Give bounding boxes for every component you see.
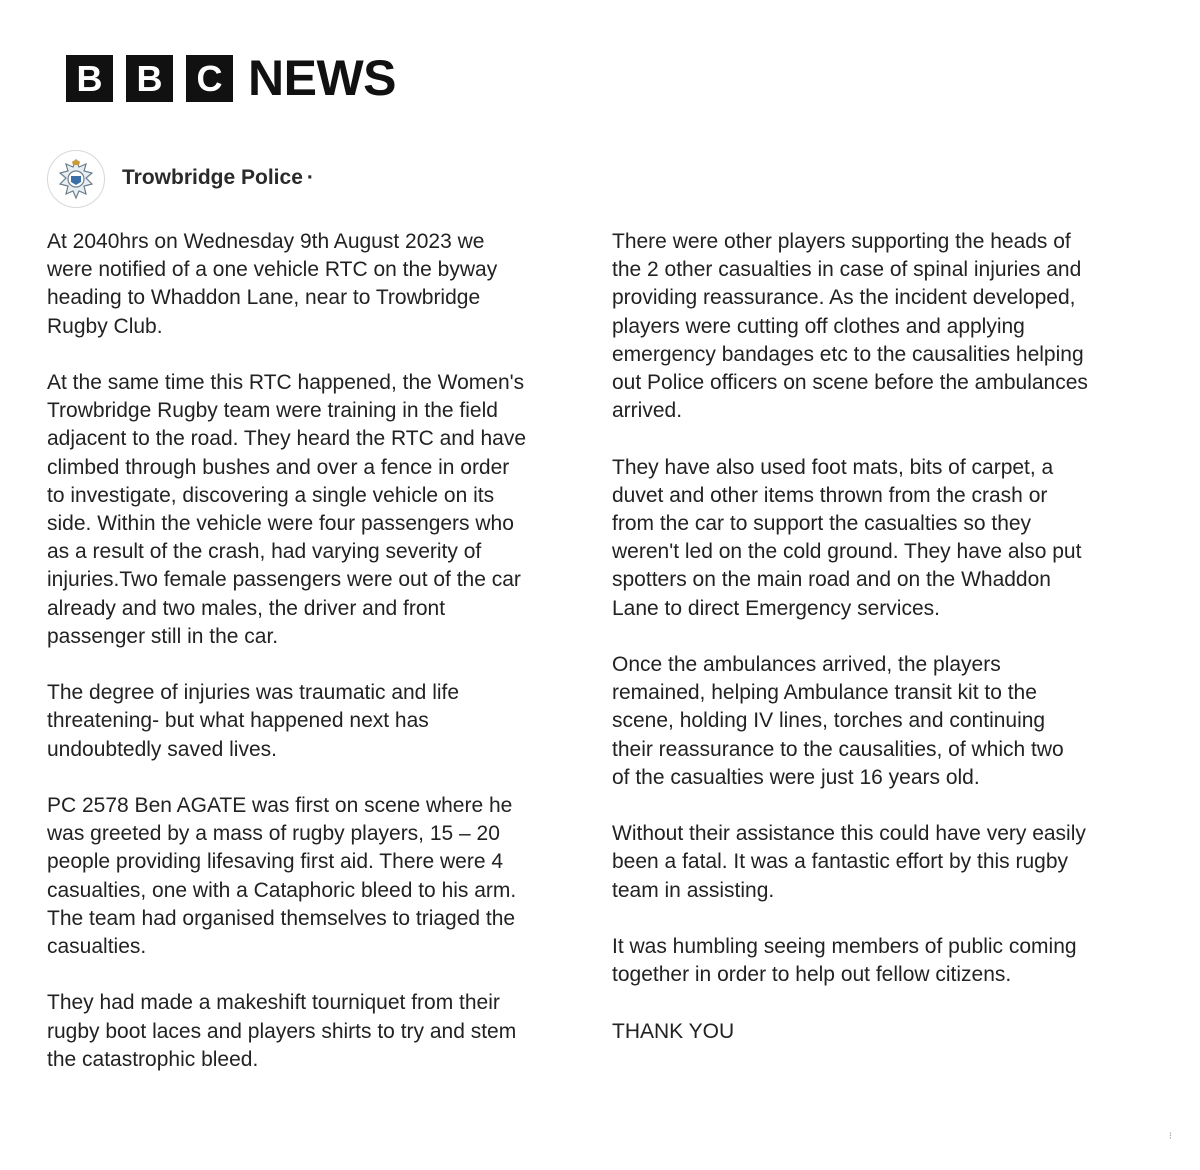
post-body-left-column xyxy=(47,228,607,1102)
paragraph: Once the ambulances arrived, the players remained, helping Ambulance transit kit to the scene, holding IV lines, torches and continuing their reassurance to the causalities, of which two of the casualties were just 16 years old. xyxy=(612,653,1064,789)
paragraph: They have also used foot mats, bits of carpet, a duvet and other items thrown from the crash or from the car to support the casualties so they weren't led on the cold ground. They have also put spotters on the main road and on the Whaddon Lane to direct Emergency services. xyxy=(612,455,1082,620)
police-crest-icon xyxy=(56,158,96,200)
post-author[interactable] xyxy=(122,166,314,190)
paragraph: THANK YOU xyxy=(612,1019,735,1043)
post-body-right-column xyxy=(612,228,1177,1074)
paragraph: They had made a makeshift tourniquet from their rugby boot laces and players shirts to try and stem the catastrophic bleed. xyxy=(47,991,517,1071)
paragraph: The degree of injuries was traumatic and life threatening- but what happened next has undoubtedly saved lives. xyxy=(47,681,460,761)
bbc-letter-b2: B xyxy=(126,55,173,102)
paragraph: It was humbling seeing members of public coming together in order to help out fellow citizens. xyxy=(612,935,1077,987)
paragraph: At the same time this RTC happened, the Women's Trowbridge Rugby team were training in the field adjacent to the road. They heard the RTC and have climbed through bushes and over a fence in order to investigate, discovering a single vehicle on its side. Within the vehicle were four passengers who as a result of the crash, had varying severity of injuries.Two female passengers were out of the car already and two males, the driver and front passenger still in the car. xyxy=(47,371,527,648)
paragraph: PC 2578 Ben AGATE was first on scene where he was greeted by a mass of rugby players, 15 – 20 people providing lifesaving first aid. There were 4 casualties, one with a Cataphoric bleed to his arm. The team had organised themselves to triaged the casualties. xyxy=(47,794,517,959)
paragraph: Without their assistance this could have very easily been a fatal. It was a fantastic effort by this rugby team in assisting. xyxy=(612,822,1086,902)
news-wordmark: NEWS xyxy=(248,50,396,106)
author-name[interactable]: Trowbridge Police xyxy=(122,166,303,189)
corner-watermark-icon: ⁝ xyxy=(1168,1131,1172,1142)
avatar[interactable] xyxy=(47,150,105,208)
post-header xyxy=(47,150,314,208)
bbc-news-logo xyxy=(66,50,396,106)
paragraph: At 2040hrs on Wednesday 9th August 2023 we were notified of a one vehicle RTC on the byway heading to Whaddon Lane, near to Trowbridge Rugby Club. xyxy=(47,230,498,338)
author-separator: · xyxy=(306,166,314,189)
paragraph: There were other players supporting the heads of the 2 other casualties in case of spinal injuries and providing reassurance. As the incident developed, players were cutting off clothes and applying emergency bandages etc to the causalities helping out Police officers on scene before the ambulances arrived. xyxy=(612,230,1088,423)
bbc-letter-c: C xyxy=(186,55,233,102)
bbc-letter-b1: B xyxy=(66,55,113,102)
